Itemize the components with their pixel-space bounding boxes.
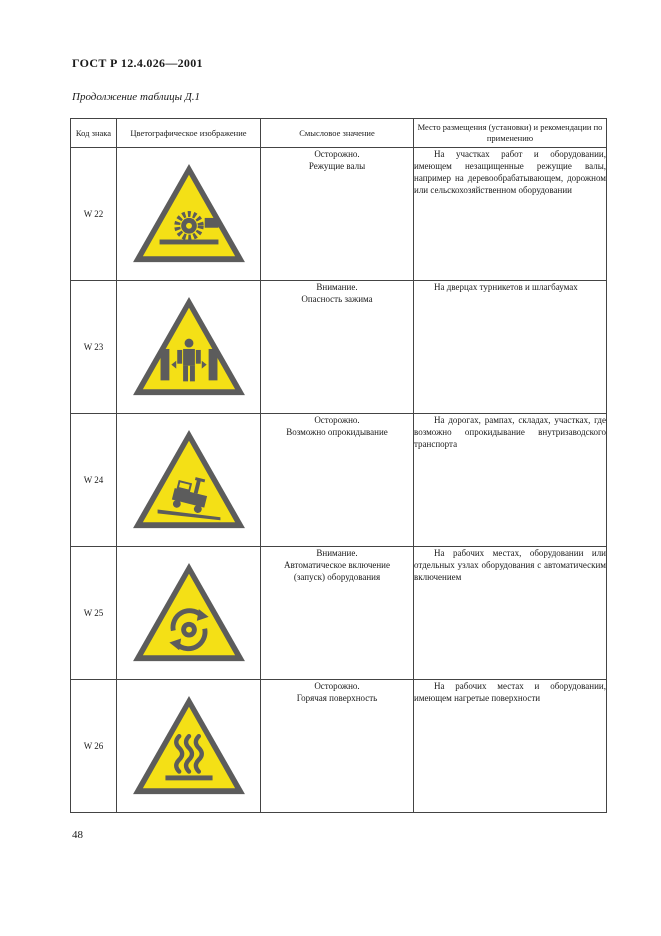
table-row: [71, 547, 607, 680]
tipping-vehicle-icon: [130, 427, 248, 533]
sign-placement: [414, 414, 607, 547]
placement-text: На дорогах, рампах, складах, участках, где возможно опрокидывание внутризаводского транспорта: [414, 415, 606, 449]
placement-text: На рабочих местах и оборудовании, имеющем нагретые поверхности: [414, 681, 606, 703]
table-continuation-caption: Продолжение таблицы Д.1: [72, 91, 201, 103]
sign-meaning: [261, 148, 414, 281]
meaning-text: Внимание. Опасность зажима: [301, 282, 373, 304]
hot-surface-icon: [130, 693, 248, 799]
page-number: 48: [72, 829, 83, 841]
sign-placement: [414, 148, 607, 281]
sign-image-cell: [117, 148, 261, 281]
col-header-image: Цветографическое изображение: [117, 119, 261, 148]
sign-placement: [414, 547, 607, 680]
standard-header: ГОСТ Р 12.4.026—2001: [72, 56, 203, 70]
sign-code: W 26: [71, 680, 117, 813]
sign-code: W 23: [71, 281, 117, 414]
placement-text: На участках работ и оборудовании, имеющем незащищенные режущие валы, например на деревообрабатывающем, дорожном или сельскохозяйственном оборудовании: [414, 149, 606, 195]
meaning-text: Осторожно. Режущие валы: [308, 149, 366, 171]
table-row: [71, 414, 607, 547]
sign-image-cell: [117, 680, 261, 813]
sign-image-cell: [117, 414, 261, 547]
sign-placement: [414, 281, 607, 414]
sign-code: W 22: [71, 148, 117, 281]
table-row: [71, 281, 607, 414]
table-header-row: [71, 119, 607, 148]
signs-table: [70, 118, 607, 813]
meaning-text: Внимание. Автоматическое включение (запуск) оборудования: [284, 548, 390, 582]
crushing-hazard-icon: [130, 294, 248, 400]
sign-meaning: [261, 680, 414, 813]
table-row: [71, 680, 607, 813]
table-row: [71, 148, 607, 281]
sign-meaning: [261, 547, 414, 680]
sign-meaning: [261, 414, 414, 547]
cutting-rollers-icon: [130, 161, 248, 267]
sign-meaning: [261, 281, 414, 414]
meaning-text: Осторожно. Горячая поверхность: [296, 681, 378, 703]
placement-text: На дверцах турникетов и шлагбаумах: [434, 282, 578, 292]
sign-code: W 25: [71, 547, 117, 680]
sign-image-cell: [117, 547, 261, 680]
col-header-meaning: Смысловое значение: [261, 119, 414, 148]
col-header-placement: Место размещения (установки) и рекомендации по применению: [414, 119, 607, 148]
automatic-start-icon: [130, 560, 248, 666]
sign-image-cell: [117, 281, 261, 414]
meaning-text: Осторожно. Возможно опрокидывание: [286, 415, 388, 437]
sign-placement: [414, 680, 607, 813]
col-header-code: Код знака: [71, 119, 117, 148]
sign-code: W 24: [71, 414, 117, 547]
placement-text: На рабочих местах, оборудовании или отдельных узлах оборудования с автоматическим включением: [414, 548, 606, 582]
